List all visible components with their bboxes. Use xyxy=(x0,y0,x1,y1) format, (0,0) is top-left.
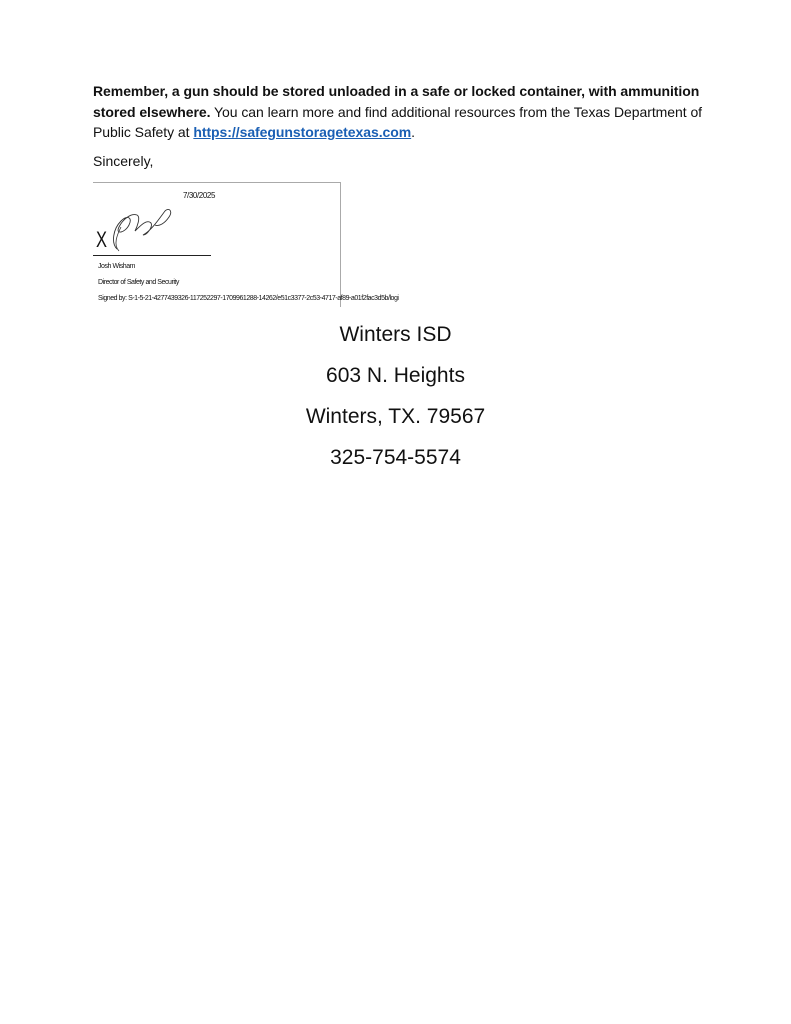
storage-reminder-period: . xyxy=(411,124,416,140)
contact-org: Winters ISD xyxy=(339,323,452,346)
contact-city: Winters, TX. 79567 xyxy=(305,405,486,428)
signer-title: Director of Safety and Security xyxy=(98,279,179,286)
storage-reminder-bold: Remember, a gun should be stored unloaded in a safe or locked container, with ammunition stored elsewhere. xyxy=(93,83,700,120)
signer-name: Josh Wisham xyxy=(98,263,136,270)
signature-line xyxy=(93,255,211,256)
signature-block xyxy=(93,182,399,307)
contact-street: 603 N. Heights xyxy=(326,364,465,387)
signature-x-mark: X xyxy=(96,227,108,252)
contact-phone: 325-754-5574 xyxy=(330,446,461,469)
safe-gun-storage-link[interactable]: https://safegunstoragetexas.com xyxy=(193,124,412,140)
storage-reminder-body: You can learn more and find additional resources from the Texas Department of Public Safety at xyxy=(93,103,703,140)
signed-by-id: Signed by: S-1-5-21-4277439326-117252297-1709961288-14262/e51c3377-2c53-4717-af89-a01f2fac3d5b/logi xyxy=(98,295,399,302)
signature-date: 7/30/2025 xyxy=(183,191,215,200)
storage-reminder-paragraph xyxy=(93,81,705,143)
closing-salutation: Sincerely, xyxy=(93,153,154,169)
handwritten-signature xyxy=(107,205,177,253)
